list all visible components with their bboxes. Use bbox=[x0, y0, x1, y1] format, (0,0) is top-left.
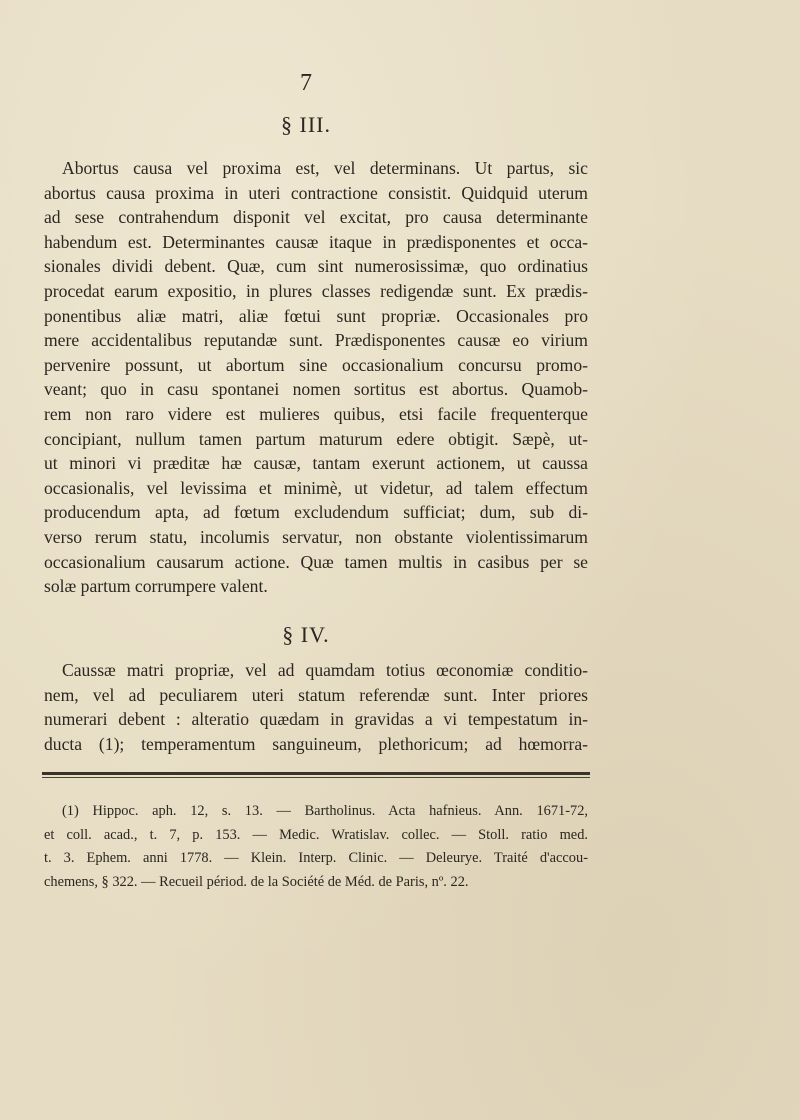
page-number: 7 bbox=[300, 70, 312, 96]
text-line: pervenire possunt, ut abortum sine occasionalium concursu promo- bbox=[44, 354, 588, 375]
footnote-rule-thick bbox=[42, 772, 590, 775]
text-line: Caussæ matri propriæ, vel ad quamdam totius œconomiæ conditio- bbox=[62, 660, 588, 680]
paragraph-section-iv bbox=[44, 658, 588, 756]
text-line: mere accidentalibus reputandæ sunt. Prædisponentes causæ eo virium bbox=[44, 330, 588, 351]
footnote-rule-thin bbox=[42, 777, 590, 778]
text-line: occasionalium causarum actione. Quæ tamen multis in casibus per se bbox=[44, 551, 588, 572]
text-line: nem, vel ad peculiarem uteri statum referendæ sunt. Inter priores bbox=[44, 684, 588, 705]
text-line: numerari debent : alteratio quædam in gravidas a vi tempestatum in- bbox=[44, 709, 588, 730]
footnote-line: chemens, § 322. — Recueil périod. de la Société de Méd. de Paris, nº. 22. bbox=[44, 873, 469, 890]
text-line: Abortus causa vel proxima est, vel determinans. Ut partus, sic bbox=[62, 158, 588, 178]
text-line: veant; quo in casu spontanei nomen sortitus est abortus. Quamob- bbox=[44, 379, 588, 400]
text-line: producendum apta, ad fœtum excludendum sufficiat; dum, sub di- bbox=[44, 502, 588, 523]
text-line: occasionalis, vel levissima et minimè, ut videtur, ad talem effectum bbox=[44, 477, 588, 498]
footnote-line: t. 3. Ephem. anni 1778. — Klein. Interp. Clinic. — Deleurye. Traité d'accou- bbox=[44, 850, 588, 866]
text-line: procedat earum expositio, in plures classes redigendæ sunt. Ex prædis- bbox=[44, 280, 588, 301]
text-line: ad sese contrahendum disponit vel excitat, pro causa determinante bbox=[44, 207, 588, 228]
section-heading-iv: § IV. bbox=[282, 622, 330, 647]
text-line: verso rerum statu, incolumis servatur, non obstante violentissimarum bbox=[44, 526, 588, 547]
text-line: ponentibus aliæ matri, aliæ fœtui sunt propriæ. Occasionales pro bbox=[44, 305, 588, 326]
section-heading-iii: § III. bbox=[281, 112, 331, 137]
footnote-line: et coll. acad., t. 7, p. 153. — Medic. Wratislav. collec. — Stoll. ratio med. bbox=[44, 826, 588, 843]
text-line: rem non raro videre est mulieres quibus, etsi facile frequenterque bbox=[44, 403, 588, 424]
text-line: abortus causa proxima in uteri contractione consistit. Quidquid uterum bbox=[44, 182, 588, 203]
text-line: ducta (1); temperamentum sanguineum, plethoricum; ad hœmorra- bbox=[44, 733, 588, 754]
paragraph-section-iii bbox=[44, 156, 588, 599]
text-line: concipiant, nullum tamen partum maturum edere obtigit. Sæpè, ut- bbox=[44, 428, 588, 449]
footnote bbox=[44, 800, 588, 894]
text-line: habendum est. Determinantes causæ itaque in prædisponentes et occa- bbox=[44, 231, 588, 252]
text-line: sionales dividi debent. Quæ, cum sint numerosissimæ, quo ordinatius bbox=[44, 256, 588, 277]
footnote-line: (1) Hippoc. aph. 12, s. 13. — Bartholinus. Acta hafnieus. Ann. 1671-72, bbox=[62, 803, 588, 819]
text-line: ut minori vi præditæ hæ causæ, tantam exerunt actionem, ut caussa bbox=[44, 453, 588, 474]
text-line: solæ partum corrumpere valent. bbox=[44, 576, 268, 597]
